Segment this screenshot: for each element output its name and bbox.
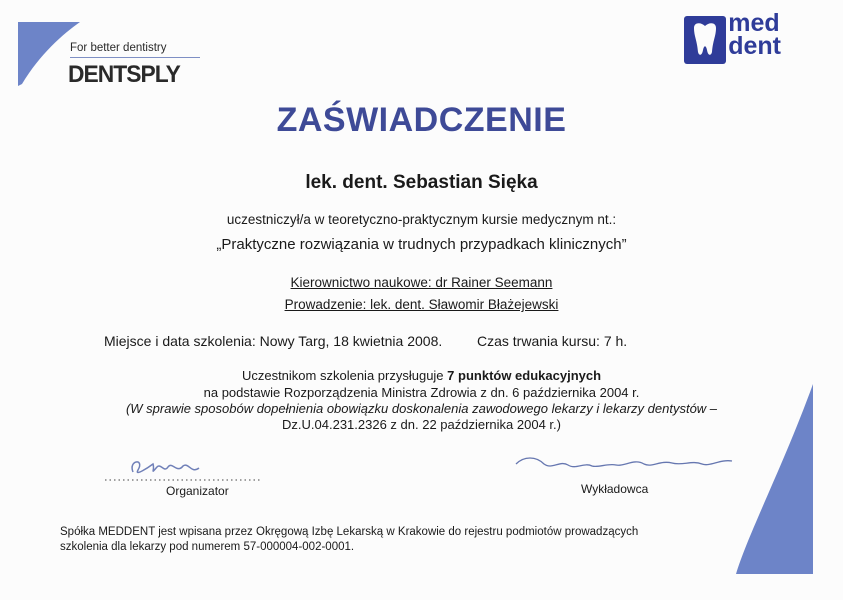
meddent-line-2: dent: [728, 32, 781, 60]
scientific-lead: Kierownictwo naukowe: dr Rainer Seemann: [290, 275, 553, 290]
lecturer-signature: [512, 448, 742, 478]
points-prefix: Uczestnikom szkolenia przysługuje: [241, 368, 444, 383]
tagline: For better dentistry: [70, 42, 167, 54]
footer-note: [60, 525, 638, 555]
lecturer-label: Wykładowca: [581, 482, 649, 496]
certificate-title: ZAŚWIADCZENIE: [276, 101, 567, 139]
organizer-label: Organizator: [166, 484, 229, 498]
dentsply-logo: DENTSPLY: [68, 61, 180, 88]
regulation-line-2: (W sprawie sposobów dopełnienia obowiązku doskonalenia zawodowego lekarzy i lekarzy dentystów –: [125, 401, 718, 416]
participation-text: uczestniczył/a w teoretyczno-praktycznym kursie medycznym nt.:: [226, 212, 617, 227]
points-value: 7 punktów edukacyjnych: [447, 368, 602, 383]
bottom-right-corner-decoration: [736, 384, 813, 574]
course-duration: Czas trwania kursu: 7 h.: [477, 333, 628, 349]
instructor: Prowadzenie: lek. dent. Sławomir Błażejewski: [284, 297, 559, 312]
regulation-line-1: na podstawie Rozporządzenia Ministra Zdrowia z dn. 6 października 2004 r.: [203, 385, 640, 400]
footer-line-2: szkolenia dla lekarzy pod numerem 57-000004-002-0001.: [60, 541, 355, 553]
meddent-wordmark: [728, 9, 781, 60]
meddent-logo: [684, 9, 781, 64]
participant-name: lek. dent. Sebastian Sięka: [305, 172, 538, 193]
course-title: „Praktyczne rozwiązania w trudnych przypadkach klinicznych”: [216, 236, 627, 253]
footer-line-1: Spółka MEDDENT jest wpisana przez Okręgową Izbę Lekarską w Krakowie do rejestru podmiotów prowadzących: [60, 526, 639, 538]
points-line: [0, 368, 843, 384]
tagline-rule: [70, 57, 200, 58]
tooth-icon: [684, 16, 726, 64]
tooth-logo-icon: [684, 16, 726, 64]
place-and-date: Miejsce i data szkolenia: Nowy Targ, 18 kwietnia 2008.: [104, 333, 443, 349]
regulation-line-3: Dz.U.04.231.2326 z dn. 22 października 2004 r.): [282, 417, 561, 432]
meddent-line-1: med: [728, 9, 780, 37]
